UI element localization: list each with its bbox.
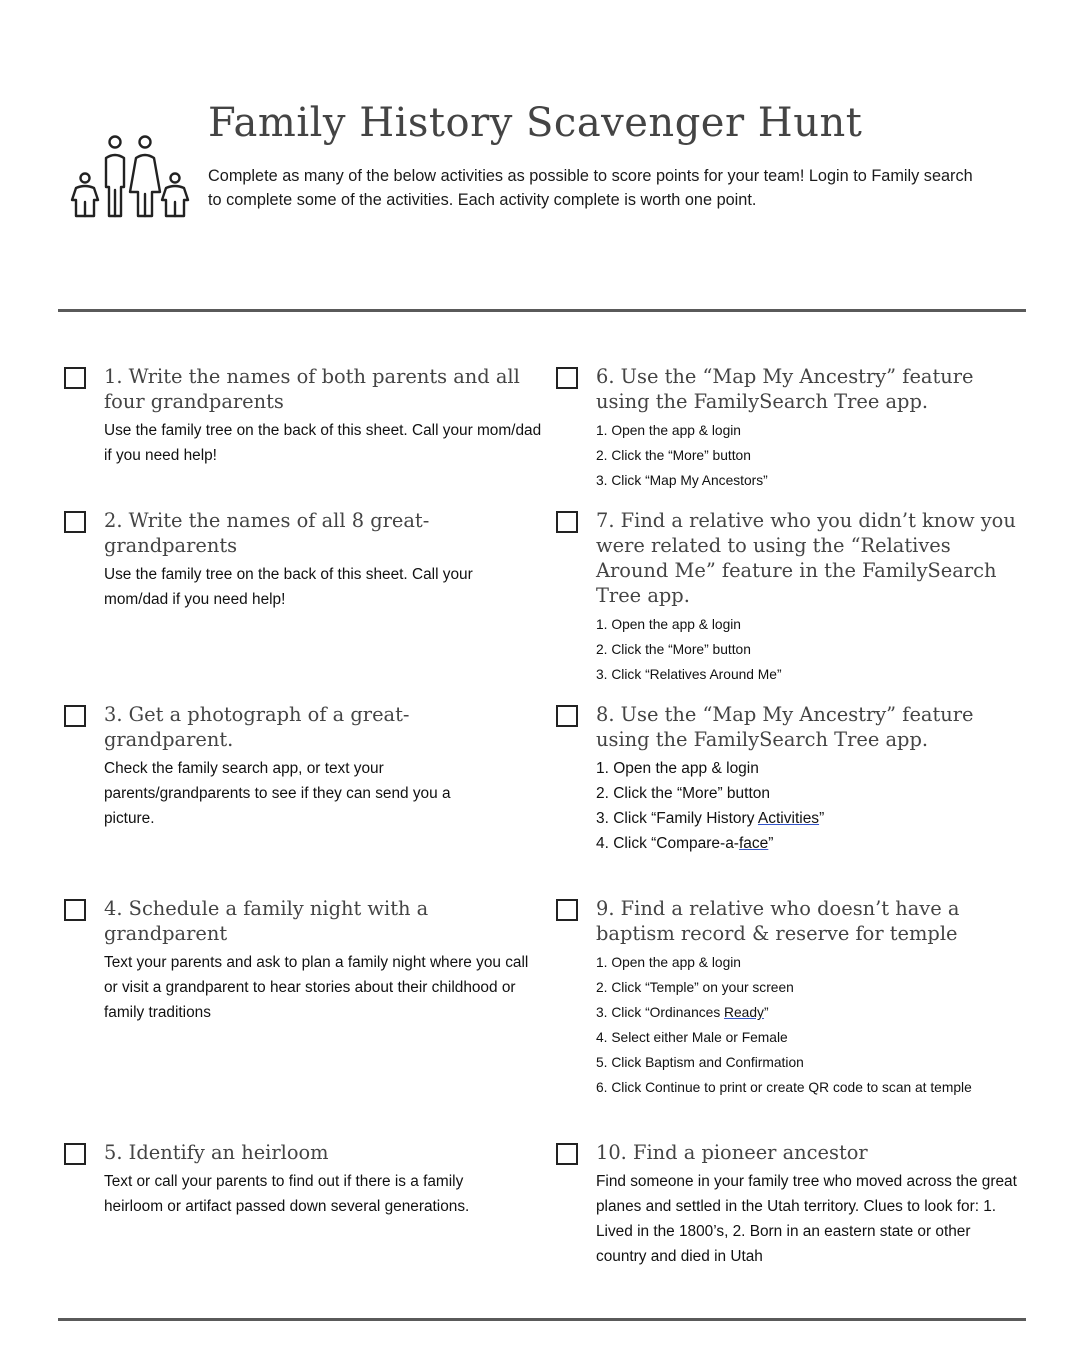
intro-text xyxy=(208,164,1038,212)
task-9-step-5: 5. Click Baptism and Confirmation xyxy=(596,1055,804,1070)
family-icon xyxy=(68,132,192,224)
task-3-checkbox[interactable] xyxy=(64,705,86,727)
bottom-divider xyxy=(58,1318,1026,1321)
task-9-checkbox[interactable] xyxy=(556,899,578,921)
task-9-steps xyxy=(596,950,1036,1100)
task-6-step-2: 2. Click the “More” button xyxy=(596,448,751,463)
task-2-description: Use the family tree on the back of this sheet. Call your mom/dad if you need help! xyxy=(104,566,473,608)
task-8-title: 8. Use the “Map My Ancestry” feature using the FamilySearch Tree app. xyxy=(596,703,974,751)
task-4-checkbox[interactable] xyxy=(64,899,86,921)
task-6-steps xyxy=(596,418,996,493)
task-5-checkbox[interactable] xyxy=(64,1143,86,1165)
task-1-title: 1. Write the names of both parents and all four grandparents xyxy=(104,365,520,413)
task-9-step-1: 1. Open the app & login xyxy=(596,955,741,970)
task-9-step-2: 2. Click “Temple” on your screen xyxy=(596,980,794,995)
task-9-title: 9. Find a relative who doesn’t have a baptism record & reserve for temple xyxy=(596,897,960,945)
task-8-step-2: 2. Click the “More” button xyxy=(596,785,771,802)
task-8-step-4: 4. Click “Compare-a-face” xyxy=(596,835,774,852)
task-1-description: Use the family tree on the back of this sheet. Call your mom/dad if you need help! xyxy=(104,422,542,464)
task-5-title: 5. Identify an heirloom xyxy=(104,1141,329,1164)
intro-line-2: to complete some of the activities. Each activity complete is worth one point. xyxy=(208,191,757,209)
task-7-step-1: 1. Open the app & login xyxy=(596,617,741,632)
task-3-title: 3. Get a photograph of a great-grandparent. xyxy=(104,703,410,751)
task-7-title: 7. Find a relative who you didn’t know you were related to using the “Relatives Around Me” feature in the FamilySearch Tree app. xyxy=(596,509,1016,607)
task-6-checkbox[interactable] xyxy=(556,367,578,389)
top-divider xyxy=(58,309,1026,312)
task-10-title: 10. Find a pioneer ancestor xyxy=(596,1141,868,1164)
task-9-step-6: 6. Click Continue to print or create QR code to scan at temple xyxy=(596,1080,972,1095)
task-1-checkbox[interactable] xyxy=(64,367,86,389)
task-10-description: Find someone in your family tree who moved across the great planes and settled in the Utah territory. Clues to look for: 1. Lived in the 1800’s, 2. Born in an eastern state or other country and died in Utah xyxy=(596,1173,1017,1265)
task-8-step-1: 1. Open the app & login xyxy=(596,760,759,777)
task-8-steps xyxy=(596,756,996,856)
page-title: Family History Scavenger Hunt xyxy=(208,100,863,146)
task-6-step-3: 3. Click “Map My Ancestors” xyxy=(596,473,768,488)
task-8-step-3: 3. Click “Family History Activities” xyxy=(596,810,825,827)
task-3-description: Check the family search app, or text your parents/grandparents to see if they can send you a picture. xyxy=(104,760,451,827)
intro-line-1: Complete as many of the below activities as possible to score points for your team! Login to Family search xyxy=(208,167,973,185)
task-4-description: Text your parents and ask to plan a family night where you call or visit a grandparent to hear stories about their childhood or family traditions xyxy=(104,954,529,1021)
task-7-steps xyxy=(596,612,1024,687)
task-6-step-1: 1. Open the app & login xyxy=(596,423,741,438)
task-7-step-3: 3. Click “Relatives Around Me” xyxy=(596,667,782,682)
task-7-checkbox[interactable] xyxy=(556,511,578,533)
task-8-checkbox[interactable] xyxy=(556,705,578,727)
task-10-checkbox[interactable] xyxy=(556,1143,578,1165)
task-9-step-3: 3. Click “Ordinances Ready” xyxy=(596,1005,769,1020)
task-2-checkbox[interactable] xyxy=(64,511,86,533)
task-9-step-4: 4. Select either Male or Female xyxy=(596,1030,788,1045)
task-6-title: 6. Use the “Map My Ancestry” feature using the FamilySearch Tree app. xyxy=(596,365,974,413)
task-4-title: 4. Schedule a family night with a grandparent xyxy=(104,897,429,945)
task-7-step-2: 2. Click the “More” button xyxy=(596,642,751,657)
task-5-description: Text or call your parents to find out if there is a family heirloom or artifact passed down several generations. xyxy=(104,1173,470,1215)
task-2-title: 2. Write the names of all 8 great-grandparents xyxy=(104,509,430,557)
